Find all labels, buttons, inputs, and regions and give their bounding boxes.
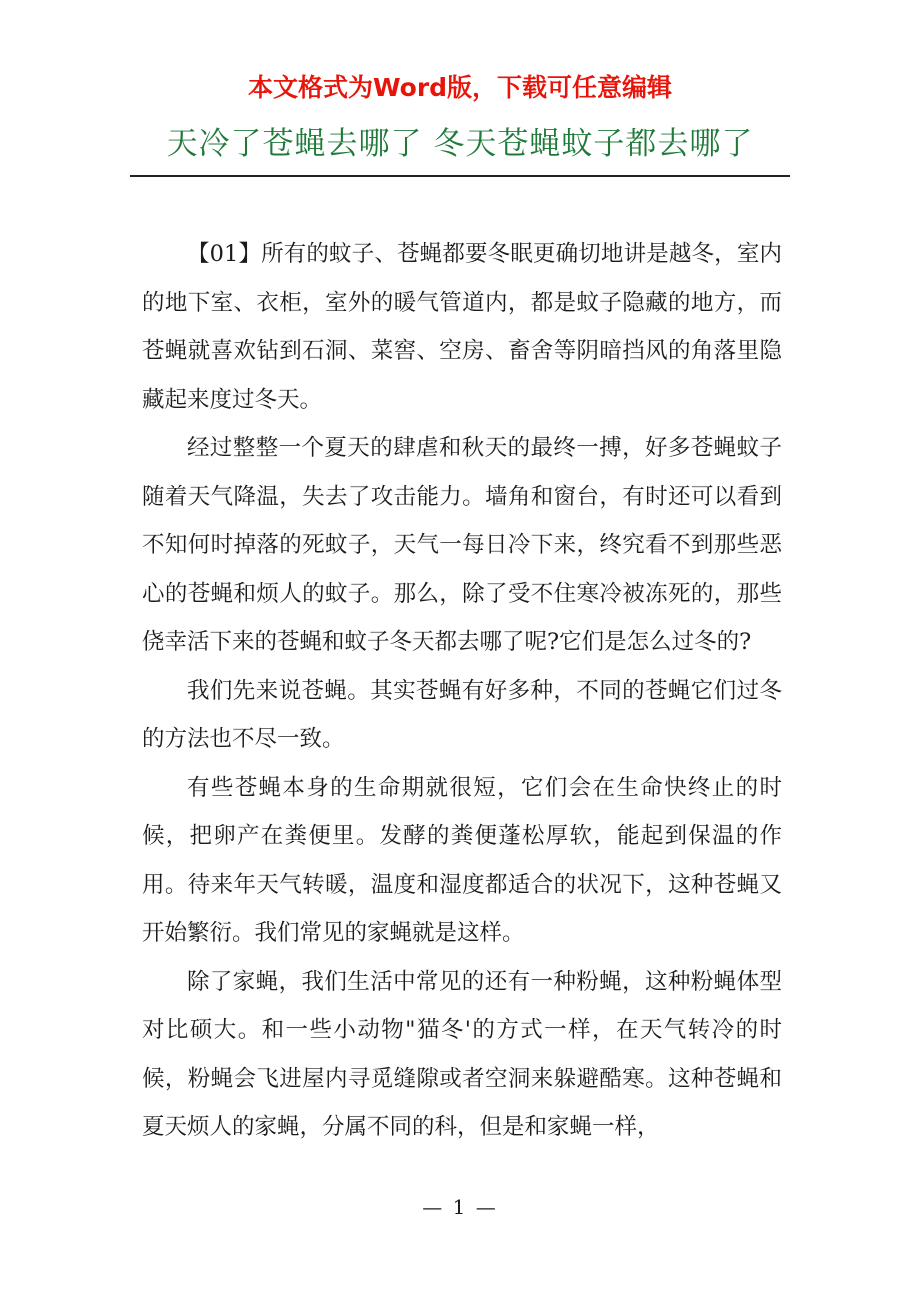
title-divider [130,175,790,177]
paragraph-5: 除了家蝇，我们生活中常见的还有一种粉蝇，这种粉蝇体型对比硕大。和一些小动物"猫冬'的方式一样，在天气转冷的时候，粉蝇会飞进屋内寻觅缝隙或者空洞来躲避酷寒。这种苍蝇和夏天烦人的家蝇，分属不同的科，但是和家蝇一样， [142,968,782,1140]
paragraph-4: 有些苍蝇本身的生命期就很短，它们会在生命快终止的时候，把卵产在粪便里。发酵的粪便蓬松厚软，能起到保温的作用。待来年天气转暖，温度和湿度都适合的状况下，这种苍蝇又开始繁衍。我们常见的家蝇就是这样。 [142,774,782,946]
document-body [142,230,782,1152]
document-title: 天冷了苍蝇去哪了 冬天苍蝇蚊子都去哪了 [166,126,754,162]
format-notice: 本文格式为Word版，下载可任意编辑 [247,73,673,102]
page-number: — 1 — [422,1195,498,1219]
paragraph-1: 【01】所有的蚊子、苍蝇都要冬眠更确切地讲是越冬，室内的地下室、衣柜，室外的暖气管道内，都是蚊子隐藏的地方，而苍蝇就喜欢钻到石洞、菜窖、空房、畜舍等阴暗挡风的角落里隐藏起来度过冬天。 [142,241,782,413]
paragraph-3: 我们先来说苍蝇。其实苍蝇有好多种，不同的苍蝇它们过冬的方法也不尽一致。 [142,677,782,752]
paragraph-2: 经过整整一个夏天的肆虐和秋天的最终一搏，好多苍蝇蚊子随着天气降温，失去了攻击能力。墙角和窗台，有时还可以看到不知何时掉落的死蚊子，天气一每日冷下来，终究看不到那些恶心的苍蝇和烦人的蚊子。那么，除了受不住寒冷被冻死的，那些侥幸活下来的苍蝇和蚊子冬天都去哪了呢?它们是怎么过冬的? [142,435,782,655]
